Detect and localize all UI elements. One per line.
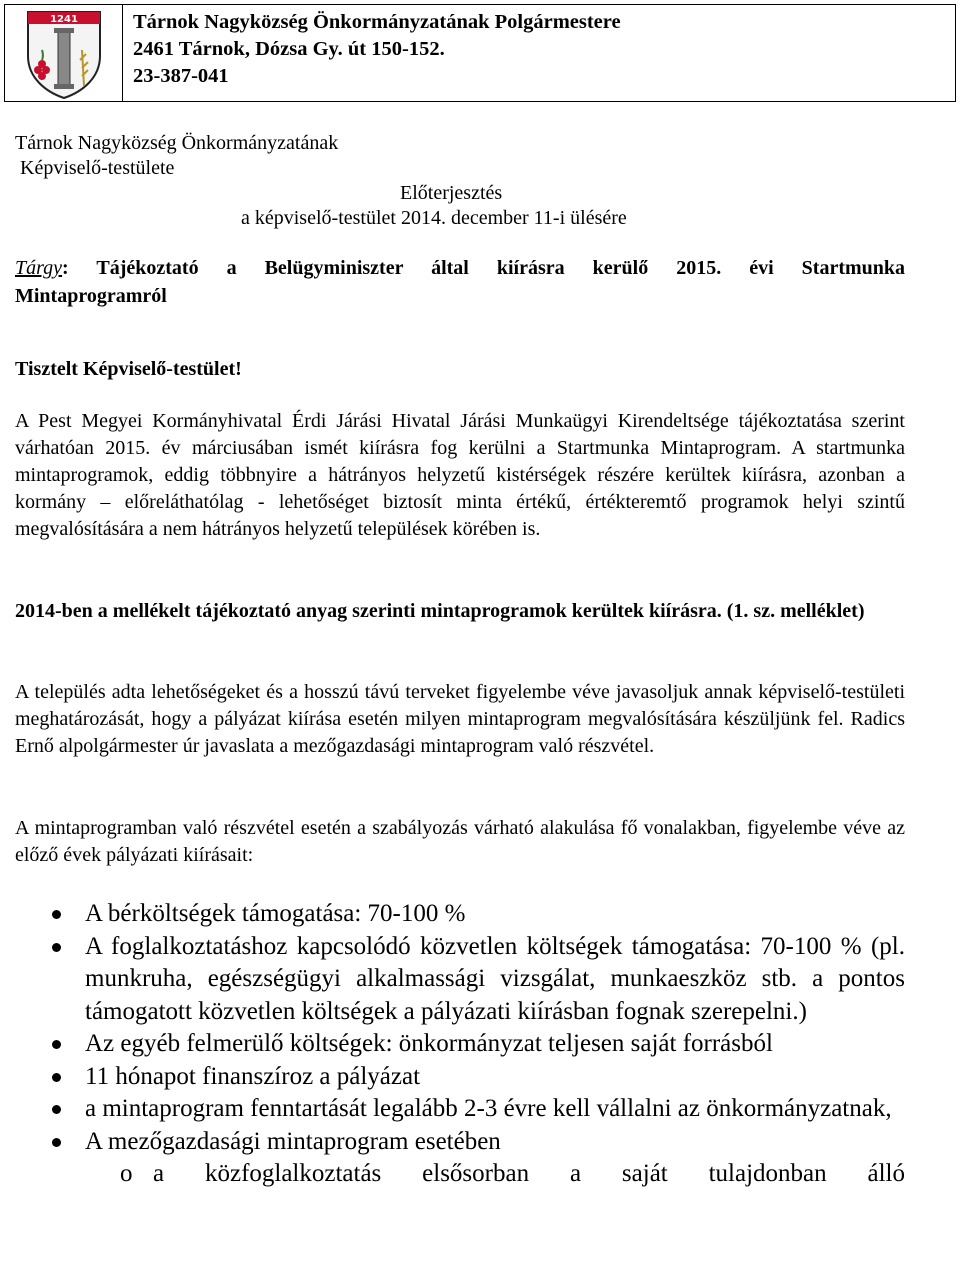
list-item: A mezőgazdasági mintaprogram esetében bbox=[0, 1126, 905, 1159]
bullet-icon bbox=[52, 1040, 61, 1049]
list-item: 11 hónapot finanszíroz a pályázat bbox=[0, 1061, 905, 1094]
paragraph-2: 2014-ben a mellékelt tájékoztató anyag szerinti mintaprogramok kerültek kiírásra. (1. sz. melléklet) bbox=[15, 600, 865, 622]
circle-bullet-icon: o bbox=[120, 1160, 133, 1187]
proposal-subtitle: a képviselő-testület 2014. december 11-i ülésére bbox=[241, 207, 627, 229]
subject-line2: Mintaprogramról bbox=[15, 285, 167, 307]
list-item: Az egyéb felmerülő költségek: önkormányzat teljesen saját forrásból bbox=[0, 1028, 905, 1061]
crest-cell bbox=[5, 5, 123, 101]
subject-colon: : bbox=[62, 257, 69, 279]
coat-of-arms-icon bbox=[22, 6, 106, 100]
bullet-icon bbox=[52, 910, 61, 919]
letterhead bbox=[4, 4, 956, 102]
bullet-icon bbox=[52, 943, 61, 952]
proposal-title: Előterjesztés bbox=[400, 182, 503, 204]
mayor-title: Tárnok Nagyközség Önkormányzatának Polgármestere bbox=[133, 11, 621, 33]
bullet-icon bbox=[52, 1138, 61, 1147]
paragraph-1: A Pest Megyei Kormányhivatal Érdi Járási Hivatal Járási Munkaügyi Kirendeltsége tájékoztatása szerint várhatóan 2015. év márciusában ismét kiírásra fog kerülni a Startmunka Mintaprogram. A startmunka mintaprogramok, eddig többnyire a hátrányos helyzetű kistérségek részére kerültek kiírásra, azonban a kormány – előreláthatólag - lehetőséget biztosít minta értékű, értékteremtő programok helyi szintű megvalósítására a nem hátrányos helyzetű települések körében is. bbox=[15, 410, 905, 540]
subject-text-line1: Tájékoztató a Belügyminiszter által kiírásra kerülő 2015. évi Startmunka bbox=[96, 257, 906, 279]
paragraph-4: A mintaprogramban való részvétel esetén a szabályozás várható alakulása fő vonalakban, figyelembe véve az előző évek pályázati kiírásait: bbox=[15, 817, 905, 866]
bullet-icon bbox=[52, 1073, 61, 1082]
sub-list-item: o a közfoglalkoztatás elsősorban a saját tulajdonban álló bbox=[0, 1158, 905, 1191]
paragraph-3: A település adta lehetőségeket és a hosszú távú terveket figyelembe véve javasoljuk annak képviselő-testületi meghatározását, hogy a pályázat kiírása esetén milyen mintaprogram megvalósítására készüljünk fel. Radics Ernő alpolgármester úr javaslata a mezőgazdasági mintaprogram való részvétel. bbox=[15, 681, 905, 757]
address: 2461 Tárnok, Dózsa Gy. út 150-152. bbox=[133, 38, 445, 60]
list-item: A bérköltségek támogatása: 70-100 % bbox=[0, 898, 905, 931]
recipient-line2: Képviselő-testülete bbox=[20, 157, 175, 179]
bullet-icon bbox=[52, 1105, 61, 1114]
list-item: a mintaprogram fenntartását legalább 2-3 évre kell vállalni az önkormányzatnak, bbox=[0, 1093, 905, 1126]
subject-label: Tárgy bbox=[15, 257, 63, 279]
greeting: Tisztelt Képviselő-testület! bbox=[15, 358, 242, 380]
crest-year: 1241 bbox=[49, 14, 78, 25]
phone: 23-387-041 bbox=[133, 65, 229, 87]
recipient-line1: Tárnok Nagyközség Önkormányzatának bbox=[15, 132, 339, 154]
cost-bullet-list bbox=[0, 898, 905, 1191]
letterhead-text bbox=[123, 5, 621, 101]
list-item: A foglalkoztatáshoz kapcsolódó közvetlen költségek támogatása: 70-100 % (pl. munkruha, egészségügyi alkalmassági vizsgálat, munkaeszköz stb. a pontos támogatott közvetlen költségek a pályázati kiírásban fognak szerepelni.) bbox=[0, 931, 905, 1029]
subject-line1 bbox=[15, 255, 905, 282]
